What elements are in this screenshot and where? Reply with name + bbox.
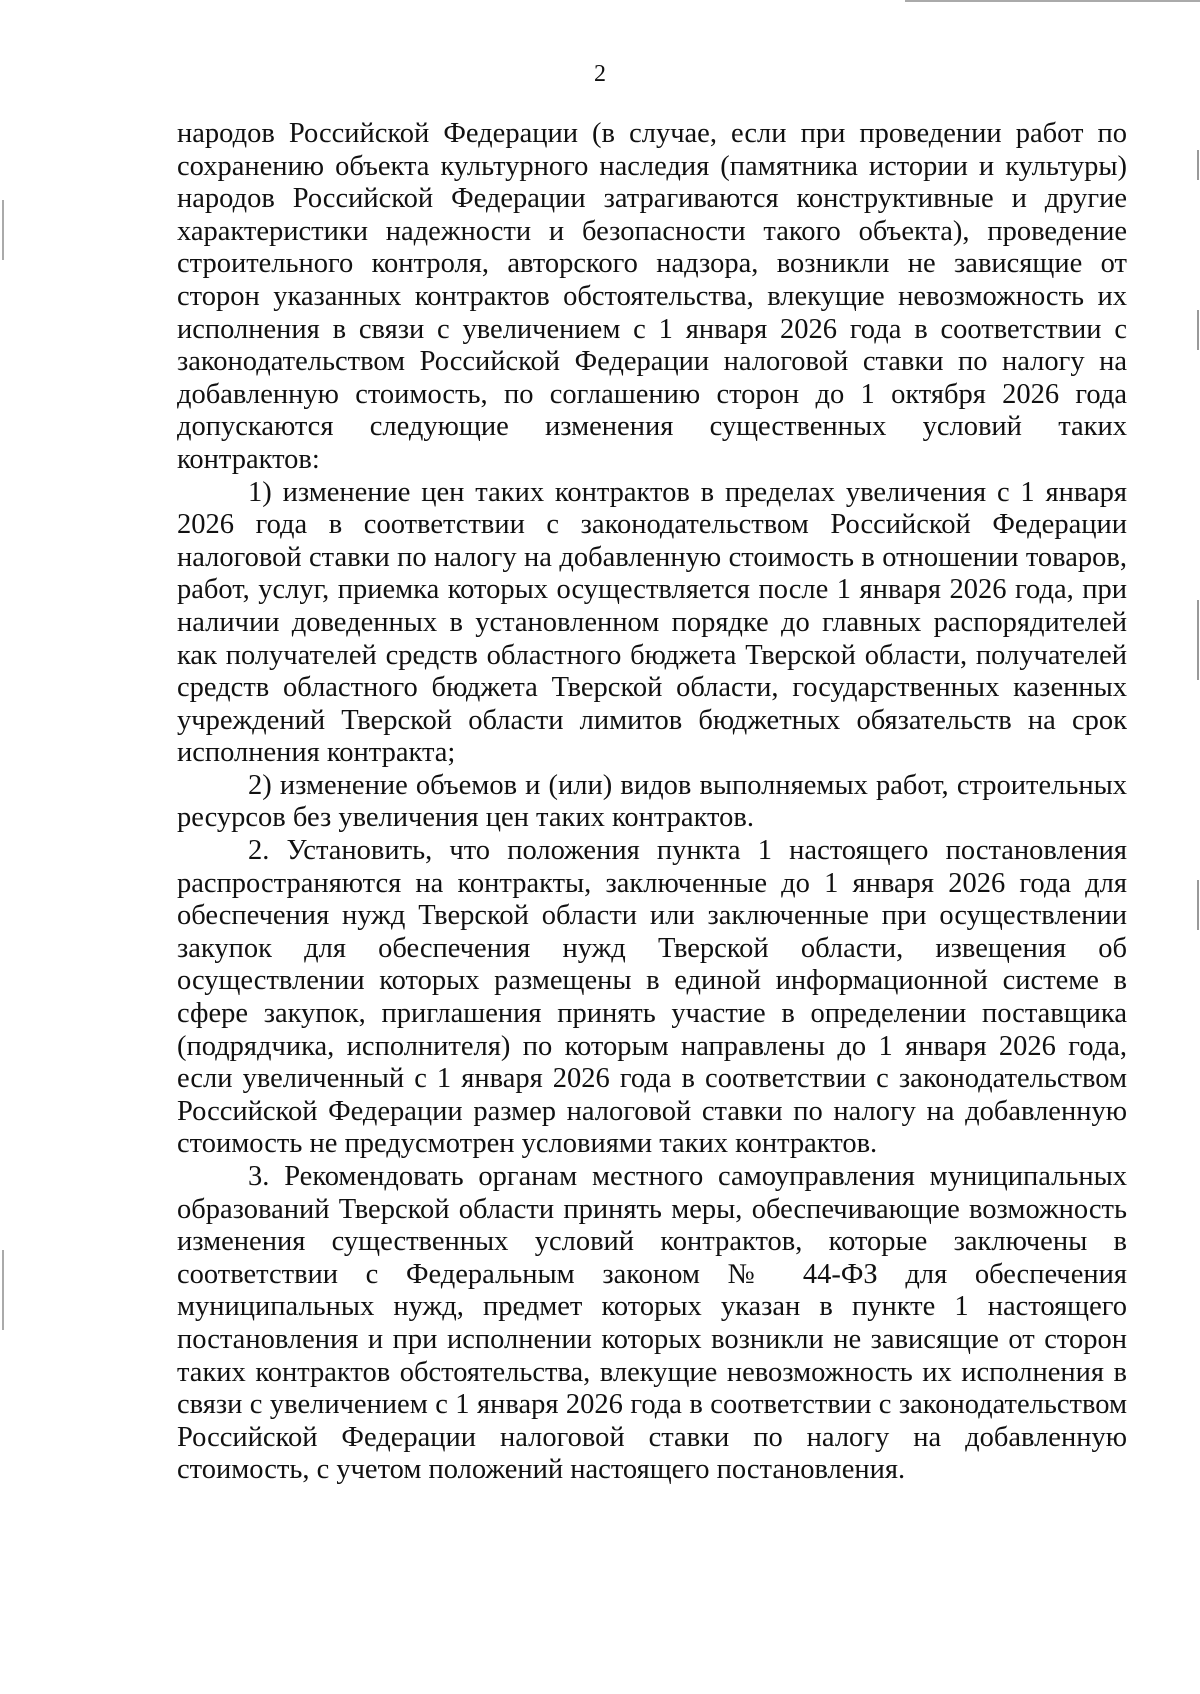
- scan-edge-mark: [1197, 600, 1199, 680]
- scan-edge-mark: [1197, 880, 1199, 930]
- paragraph-item-3: 3. Рекомендовать органам местного самоуправления муниципальных образований Тверской области принять меры, обеспечивающие возможность изменения существенных условий контрактов, которые заключены в соответствии с Федеральным законом № 44-ФЗ для обеспечения муниципальных нужд, предмет которых указан в пункте 1 настоящего постановления и при исполнении которых возникли не зависящие от сторон таких контрактов обстоятельства, влекущие невозможность их исполнения в связи с увеличением с 1 января 2026 года в соответствии с законодательством Российской Федерации налоговой ставки по налогу на добавленную стоимость, с учетом положений настоящего постановления.: [177, 1161, 1127, 1486]
- document-body: [177, 118, 1127, 1487]
- page-number: 2: [594, 61, 606, 87]
- scan-edge-mark: [905, 0, 1200, 2]
- scan-edge-mark: [1197, 150, 1199, 180]
- scan-edge-mark: [2, 200, 4, 260]
- paragraph-subitem-1: 1) изменение цен таких контрактов в пределах увеличения с 1 января 2026 года в соответствии с законодательством Российской Федерации налоговой ставки по налогу на добавленную стоимость в отношении товаров, работ, услуг, приемка которых осуществляется после 1 января 2026 года, при наличии доведенных в установленном порядке до главных распорядителей как получателей средств областного бюджета Тверской области, получателей средств областного бюджета Тверской области, государственных казенных учреждений Тверской области лимитов бюджетных обязательств на срок исполнения контракта;: [177, 476, 1127, 769]
- scan-edge-mark: [1197, 310, 1199, 350]
- paragraph-subitem-2: 2) изменение объемов и (или) видов выполняемых работ, строительных ресурсов без увеличения цен таких контрактов.: [177, 769, 1127, 834]
- paragraph-continuation: народов Российской Федерации (в случае, если при проведении работ по сохранению объекта культурного наследия (памятника истории и культуры) народов Российской Федерации затрагиваются конструктивные и другие характеристики надежности и безопасности такого объекта), проведение строительного контроля, авторского надзора, возникли не зависящие от сторон указанных контрактов обстоятельства, влекущие невозможность их исполнения в связи с увеличением с 1 января 2026 года в соответствии с законодательством Российской Федерации налоговой ставки по налогу на добавленную стоимость, по соглашению сторон до 1 октября 2026 года допускаются следующие изменения существенных условий таких контрактов:: [177, 118, 1127, 475]
- paragraph-item-2: 2. Установить, что положения пункта 1 настоящего постановления распространяются на контракты, заключенные до 1 января 2026 года для обеспечения нужд Тверской области или заключенные при осуществлении закупок для обеспечения нужд Тверской области, извещения об осуществлении которых размещены в единой информационной системе в сфере закупок, приглашения принять участие в определении поставщика (подрядчика, исполнителя) по которым направлены до 1 января 2026 года, если увеличенный с 1 января 2026 года в соответствии с законодательством Российской Федерации размер налоговой ставки по налогу на добавленную стоимость не предусмотрен условиями таких контрактов.: [177, 835, 1127, 1160]
- scan-edge-mark: [2, 1250, 4, 1330]
